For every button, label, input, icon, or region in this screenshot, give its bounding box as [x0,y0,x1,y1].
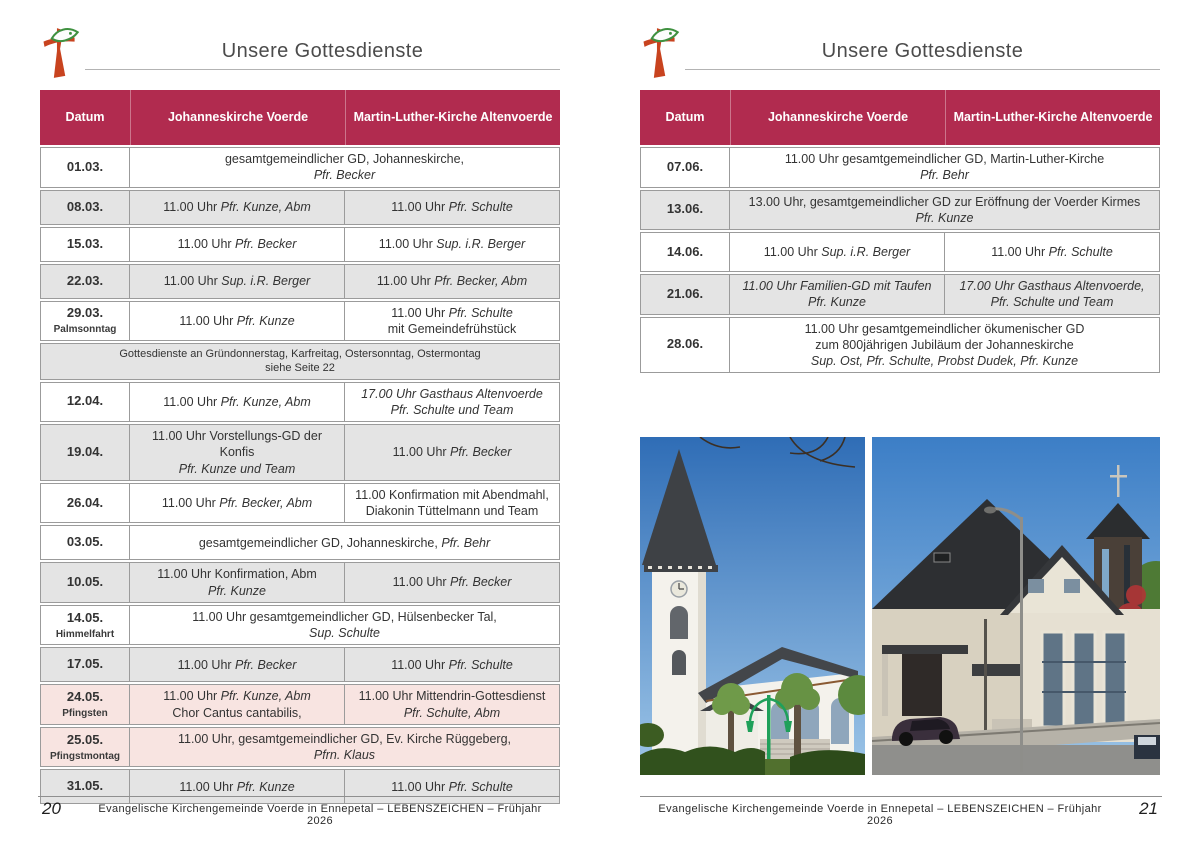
service-cell: 11.00 Uhr Pfr. Becker, Abm [345,264,560,299]
table-row [40,525,560,560]
date-cell: 25.05. Pfingstmontag [40,727,130,768]
table-row [40,562,560,603]
header-johanneskirche: Johanneskirche Voerde [730,90,945,145]
service-cell: 11.00 Uhr Sup. i.R. Berger [345,227,560,262]
date-cell: 15.03. [40,227,130,262]
service-cell: 11.00 Uhr Konfirmation, Abm Pfr. Kunze [130,562,345,603]
note-row [40,343,560,380]
page-number: 20 [42,799,61,818]
service-cell: 11.00 Uhr Sup. i.R. Berger [730,232,945,272]
date-cell: 28.06. [640,317,730,374]
footer-rule [640,796,1162,797]
title-rule [85,69,560,70]
service-cell: 11.00 Uhr Pfr. Schulte mit Gemeindefrühstück [345,301,560,342]
service-cell: 11.00 Uhr Pfr. Kunze [130,301,345,342]
header-datum: Datum [665,110,705,124]
service-cell: 11.00 Uhr Pfr. Becker, Abm [130,483,345,524]
table-row [40,227,560,262]
date-cell: 13.06. [640,190,730,231]
date-cell: 26.04. [40,483,130,524]
service-cell: 11.00 Uhr Pfr. Becker [130,647,345,682]
service-cell: 11.00 Uhr gesamtgemeindlicher GD, Martin-Luther-Kirche Pfr. Behr [730,147,1160,188]
table-row [640,147,1160,188]
service-cell: 17.00 Uhr Gasthaus Altenvoerde Pfr. Schulte und Team [345,382,560,423]
service-cell: gesamtgemeindlicher GD, Johanneskirche, Pfr. Behr [130,525,560,560]
service-cell: 11.00 Uhr Pfr. Kunze, Abm [130,382,345,423]
table-row [640,190,1160,231]
table-row [40,424,560,481]
date-cell: 03.05. [40,525,130,560]
table-row [40,264,560,299]
service-cell: 11.00 Uhr Pfr. Schulte [345,769,560,804]
service-cell: 11.00 Uhr Pfr. Kunze, Abm Chor Cantus cantabilis, [130,684,345,725]
date-cell: 17.05. [40,647,130,682]
date-cell: 14.06. [640,232,730,272]
header-martin-luther-kirche: Martin-Luther-Kirche Altenvoerde [345,90,560,145]
table-row [40,190,560,225]
table-row [40,483,560,524]
date-cell: 14.05. Himmelfahrt [40,605,130,646]
title-rule [685,69,1160,70]
service-cell: gesamtgemeindlicher GD, Johanneskirche, Pfr. Becker [130,147,560,188]
martin-luther-kirche-photo [872,437,1160,775]
table-row [40,301,560,342]
table-row [40,684,560,725]
date-cell: 10.05. [40,562,130,603]
date-cell: 24.05. Pfingsten [40,684,130,725]
johanneskirche-photo [640,437,865,775]
service-cell: 13.00 Uhr, gesamtgemeindlicher GD zur Eröffnung der Voerder Kirmes Pfr. Kunze [730,190,1160,231]
service-cell: 11.00 Uhr Pfr. Kunze [130,769,345,804]
date-cell: 19.04. [40,424,130,481]
footer-text: Evangelische Kirchengemeinde Voerde in Ennepetal – LEBENSZEICHEN – Frühjahr 2026 [98,803,542,827]
footer-rule [38,796,560,797]
service-cell: 11.00 Uhr Pfr. Schulte [345,647,560,682]
service-cell: 11.00 Uhr Pfr. Kunze, Abm [130,190,345,225]
date-cell: 31.05. [40,769,130,804]
service-cell: 11.00 Uhr Pfr. Becker [345,424,560,481]
service-cell: 11.00 Uhr gesamtgemeindlicher GD, Hülsenbecker Tal, Sup. Schulte [130,605,560,646]
page-title: Unsere Gottesdienste [221,40,424,62]
service-cell: 11.00 Uhr Mittendrin-Gottesdienst Pfr. Schulte, Abm [345,684,560,725]
services-table [640,90,1160,373]
service-cell: 11.00 Uhr Pfr. Becker [345,562,560,603]
header-martin-luther-kirche: Martin-Luther-Kirche Altenvoerde [945,90,1160,145]
date-cell: 08.03. [40,190,130,225]
service-cell: 11.00 Uhr, gesamtgemeindlicher GD, Ev. Kirche Rüggeberg, Pfrn. Klaus [130,727,560,768]
table-row [40,769,560,804]
service-cell: 17.00 Uhr Gasthaus Altenvoerde, Pfr. Schulte und Team [945,274,1160,315]
table-row [640,317,1160,374]
table-row [40,727,560,768]
date-cell: 22.03. [40,264,130,299]
service-cell: 11.00 Uhr Pfr. Schulte [345,190,560,225]
table-row [40,647,560,682]
header-johanneskirche: Johanneskirche Voerde [130,90,345,145]
services-table [40,90,560,804]
table-header-row [640,90,1160,145]
table-row [40,605,560,646]
church-photos [640,437,1160,775]
date-cell: 01.03. [40,147,130,188]
date-cell: 21.06. [640,274,730,315]
service-cell: 11.00 Konfirmation mit Abendmahl, Diakonin Tüttelmann und Team [345,483,560,524]
date-cell: 07.06. [640,147,730,188]
page-number: 21 [1139,799,1158,818]
table-row [40,382,560,423]
service-cell: 11.00 Uhr Vorstellungs-GD der Konfis Pfr. Kunze und Team [130,424,345,481]
header-datum: Datum [65,110,105,124]
church-cross-fish-logo-icon [36,24,80,80]
service-cell: Gottesdienste an Gründonnerstag, Karfreitag, Ostersonntag, Ostermontag siehe Seite 22 [40,343,560,380]
table-row [640,274,1160,315]
service-cell: 11.00 Uhr Pfr. Becker [130,227,345,262]
church-cross-fish-logo-icon [636,24,680,80]
table-row [640,232,1160,272]
page-21 [600,0,1200,851]
service-cell: 11.00 Uhr Sup. i.R. Berger [130,264,345,299]
table-row [40,147,560,188]
date-cell: 29.03. Palmsonntag [40,301,130,342]
table-header-row [40,90,560,145]
date-cell: 12.04. [40,382,130,423]
service-cell: 11.00 Uhr Pfr. Schulte [945,232,1160,272]
page-title: Unsere Gottesdienste [821,40,1024,62]
footer-text: Evangelische Kirchengemeinde Voerde in Ennepetal – LEBENSZEICHEN – Frühjahr 2026 [658,803,1102,827]
service-cell: 11.00 Uhr Familien-GD mit Taufen Pfr. Kunze [730,274,945,315]
service-cell: 11.00 Uhr gesamtgemeindlicher ökumenischer GD zum 800jährigen Jubiläum der Johanneskirche Sup. Ost, Pfr. Schulte, Probst Dudek, Pfr. Kunze [730,317,1160,374]
